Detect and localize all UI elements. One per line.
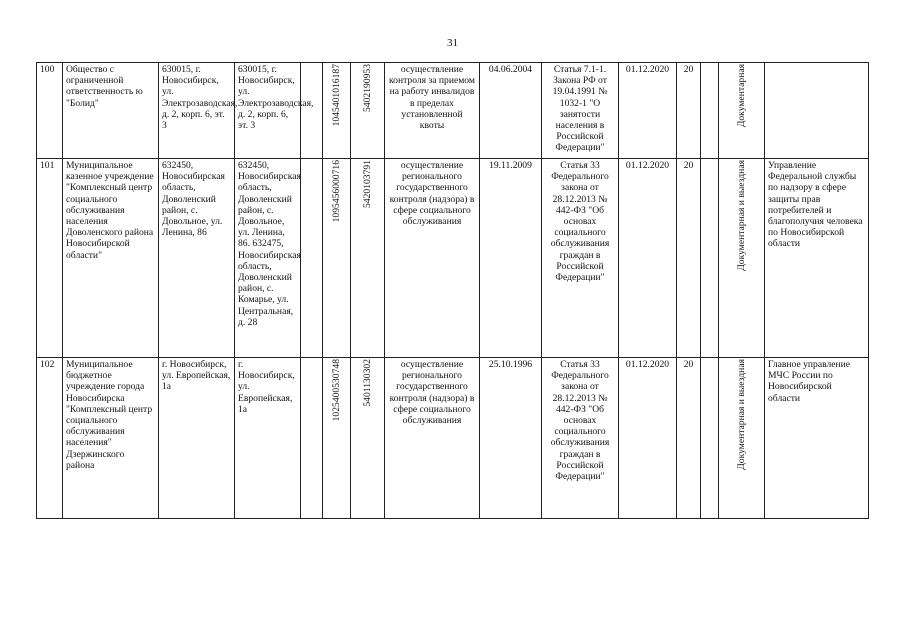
empty-cell (301, 159, 323, 358)
empty-cell (701, 63, 719, 159)
organization-name: Общество с ограниченной ответственность ю "Болид" (63, 63, 159, 159)
joint-authority (765, 63, 869, 159)
registration-date: 04.06.2004 (480, 63, 542, 159)
inspection-plan-table (36, 62, 869, 519)
inspection-subject: осуществление контроля за приемом на работу инвалидов в пределах установленной квоты (385, 63, 480, 159)
joint-authority: Управление Федеральной службы по надзору в сфере защиты прав потребителей и благополучия человека по Новосибирской области (765, 159, 869, 358)
ogrn: 1095456000716 (330, 160, 342, 223)
organization-name: Муниципальное казенное учреждение "Комплексный центр социального обслуживания населения Доволенского района Новосибирской области" (63, 159, 159, 358)
row-number: 100 (37, 63, 63, 159)
actual-address: 632450, Новосибирская область, Доволенский район, с. Довольное, ул. Ленина, 86. 632475, Новосибирская область, Доволенский район, с. Комарье, ул. Центральная, д. 28 (235, 159, 301, 358)
inn-cell (351, 63, 385, 159)
actual-address: 630015, г. Новосибирск, ул. Электрозаводская, д. 2, корп. 6, эт. 3 (235, 63, 301, 159)
working-days: 20 (677, 358, 701, 519)
start-date: 01.12.2020 (619, 159, 677, 358)
legal-basis: Статья 7.1-1. Закона РФ от 19.04.1991 № 1032-1 "О занятости населения в Российской Федерации" (542, 63, 619, 159)
legal-basis: Статья 33 Федерального закона от 28.12.2013 № 442-ФЗ "Об основах социального обслуживания граждан в Российской Федерации" (542, 159, 619, 358)
legal-address: 632450, Новосибирская область, Доволенский район, с. Довольное, ул. Ленина, 86 (159, 159, 235, 358)
inn: 5420103791 (361, 160, 373, 208)
page-number: 31 (447, 37, 458, 49)
organization-name: Муниципальное бюджетное учреждение города Новосибирска "Комплексный центр социального обслуживания населения" Дзержинского района (63, 358, 159, 519)
empty-cell (701, 358, 719, 519)
ogrn: 1025400530748 (330, 359, 342, 422)
table-row (37, 63, 869, 159)
inspection-form: Документарная и выездная (735, 160, 747, 271)
registration-date: 19.11.2009 (480, 159, 542, 358)
inspection-form: Документарная и выездная (735, 359, 747, 470)
inn: 5401130302 (361, 359, 373, 407)
inn-cell (351, 159, 385, 358)
ogrn-cell (323, 159, 351, 358)
joint-authority: Главное управление МЧС России по Новосибирской области (765, 358, 869, 519)
inn: 5402190953 (361, 64, 373, 112)
working-days: 20 (677, 159, 701, 358)
inspection-form-cell (719, 63, 765, 159)
legal-address: 630015, г. Новосибирск, ул. Электрозаводская, д. 2, корп. 6, эт. 3 (159, 63, 235, 159)
working-days: 20 (677, 63, 701, 159)
start-date: 01.12.2020 (619, 63, 677, 159)
table-row (37, 159, 869, 358)
inspection-form-cell (719, 159, 765, 358)
actual-address: г. Новосибирск, ул. Европейская, 1а (235, 358, 301, 519)
row-number: 101 (37, 159, 63, 358)
start-date: 01.12.2020 (619, 358, 677, 519)
table-row (37, 358, 869, 519)
ogrn-cell (323, 63, 351, 159)
empty-cell (301, 63, 323, 159)
legal-basis: Статья 33 Федерального закона от 28.12.2013 № 442-ФЗ "Об основах социального обслуживания граждан в Российской Федерации" (542, 358, 619, 519)
legal-address: г. Новосибирск, ул. Европейская, 1а (159, 358, 235, 519)
registration-date: 25.10.1996 (480, 358, 542, 519)
inspection-subject: осуществление регионального государственного контроля (надзора) в сфере социального обслуживания (385, 159, 480, 358)
inspection-form-cell (719, 358, 765, 519)
empty-cell (301, 358, 323, 519)
inspection-form: Документарная (735, 64, 747, 128)
row-number: 102 (37, 358, 63, 519)
empty-cell (701, 159, 719, 358)
ogrn: 1045401016187 (330, 64, 342, 127)
ogrn-cell (323, 358, 351, 519)
inn-cell (351, 358, 385, 519)
inspection-subject: осуществление регионального государственного контроля (надзора) в сфере социального обслуживания (385, 358, 480, 519)
